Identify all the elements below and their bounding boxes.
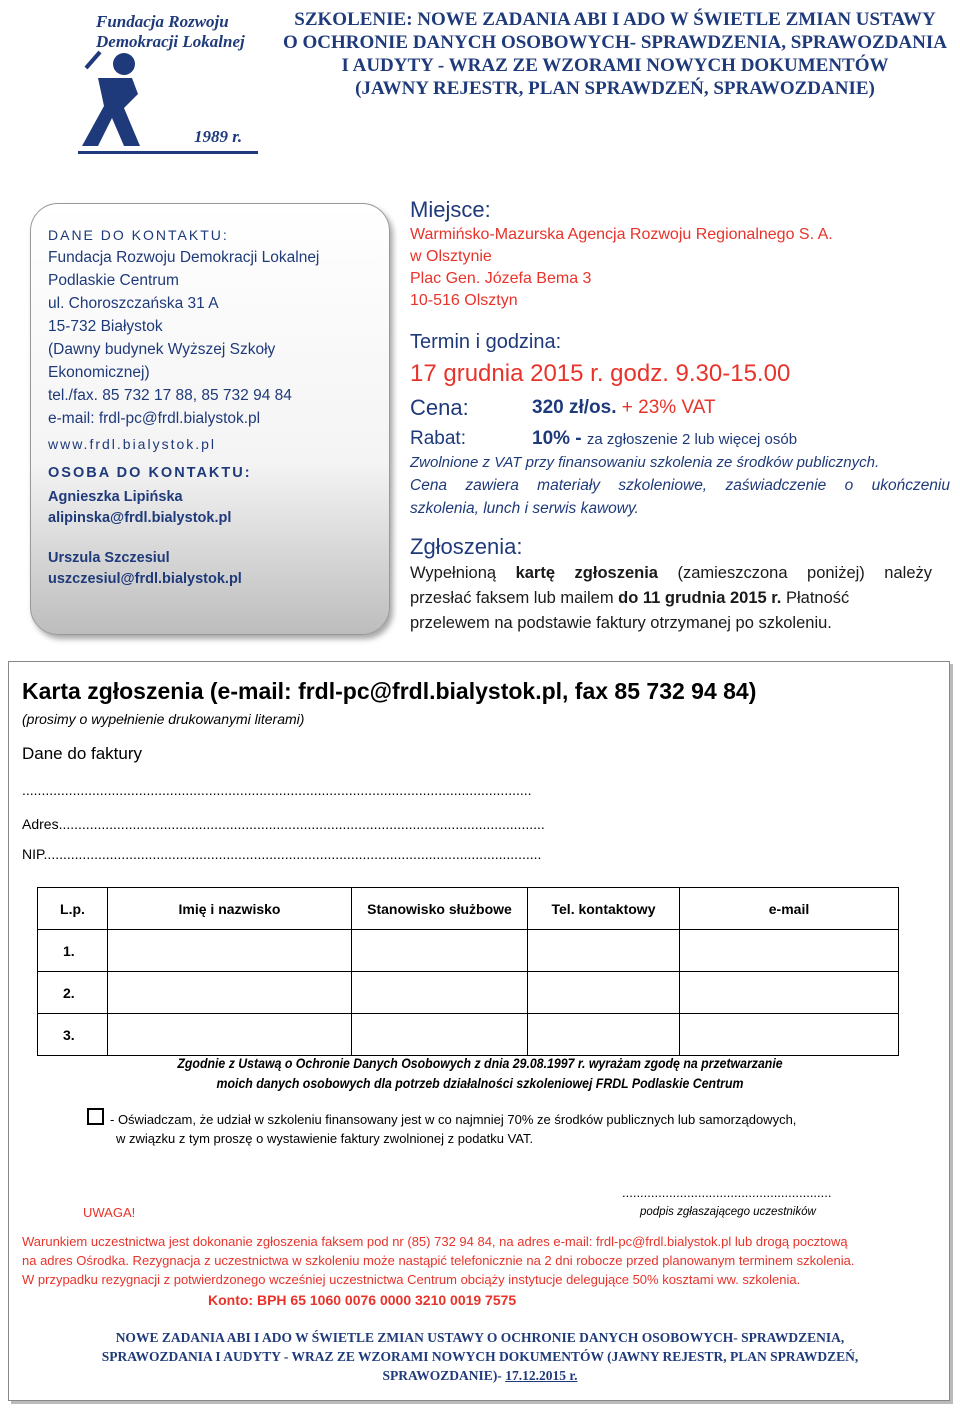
bank-account: Konto: BPH 65 1060 0076 0000 3210 0019 7575 [208,1292,517,1308]
place-line-1: Warmińsko-Mazurska Agencja Rozwoju Regionalnego S. A. [410,226,833,243]
cell-position[interactable] [352,972,528,1014]
place-line-3: Plac Gen. Józefa Bema 3 [410,270,592,287]
logo-line-2: Demokracji Lokalnej [96,32,245,51]
footer-line-1: NOWE ZADANIA ABI I ADO W ŚWIETLE ZMIAN USTAWY O OCHRONIE DANYCH OSOBOWYCH- SPRAWDZENIA, [115,1330,845,1345]
declaration-line-2: w związku z tym proszę o wystawienie faktury zwolnionej z podatku VAT. [116,1131,534,1146]
reg-line-1-c: (zamieszczona poniżej) należy [657,564,932,582]
cell-phone[interactable] [528,972,680,1014]
term-value: 17 grudnia 2015 r. godz. 9.30-15.00 [410,360,791,387]
table-row[interactable] [38,930,899,972]
reg-line-2-c: Płatność [781,589,850,607]
contact-person-heading: OSOBA DO KONTAKTU: [48,465,252,481]
includes-line-2: szkolenia, lunch i serwis kawowy. [410,500,639,517]
conditions-line-1: Warunkiem uczestnictwa jest dokonanie zgłoszenia faksem pod nr (85) 732 94 84, na adres e-mail: frdl-pc@frdl.bialystok.pl lub drogą pocztową [22,1234,848,1249]
logo-name [96,12,245,52]
term-heading: Termin i godzina: [410,331,562,353]
row-number: 3. [38,1014,108,1056]
col-phone: Tel. kontaktowy [528,888,680,930]
consent-line-1: Zgodnie z Ustawą o Ochronie Danych Osobowych z dnia 29.08.1997 r. wyrażam zgodę na przetwarzanie [177,1055,783,1071]
cell-name[interactable] [108,1014,352,1056]
signature-line[interactable]: .......................................................... [622,1185,832,1200]
logo-divider [78,151,258,154]
contact-building-1: (Dawny budynek Wyższej Szkoły [48,341,276,358]
title-line-2: O OCHRONIE DANYCH OSOBOWYCH- SPRAWDZENIA, SPRAWOZDANIA [282,32,947,53]
logo-line-1: Fundacja Rozwoju [96,12,229,31]
invoice-address-line[interactable]: Adres............................................................................................................................. [22,816,545,832]
footer-line-3-text: SPRAWOZDANIE)- [382,1368,506,1383]
place-heading: Miejsce: [410,197,491,222]
declaration-line-1: - Oświadczam, że udział w szkoleniu finansowany jest w co najmniej 70% ze środków publicznych lub samorządowych, [110,1112,797,1127]
cell-email[interactable] [680,1014,899,1056]
registration-line-2 [410,589,849,608]
signature-label: podpis zgłaszającego uczestników [640,1206,816,1218]
contact-building-2: Ekonomicznej) [48,364,150,381]
discount-label: Rabat: [410,428,466,449]
contact-email[interactable]: e-mail: frdl-pc@frdl.bialystok.pl [48,410,261,427]
invoice-nip-line[interactable]: NIP................................................................................................................................ [22,846,542,862]
footer-line-3 [0,1366,960,1385]
registration-line-1 [410,564,932,583]
reg-line-2-a: przesłać faksem lub mailem [410,589,619,607]
reg-line-1-b: kartę zgłoszenia [515,564,658,582]
table-row[interactable] [38,972,899,1014]
contact-person-1-name: Agnieszka Lipińska [48,489,183,505]
contact-person-2-email[interactable]: uszczesiul@frdl.bialystok.pl [48,571,242,587]
contact-street: ul. Choroszczańska 31 A [48,295,219,312]
price-vat: + 23% VAT [621,397,716,418]
table-row[interactable] [38,1014,899,1056]
cell-email[interactable] [680,930,899,972]
invoice-name-line[interactable]: ................................................................................................................................... [22,782,532,798]
cell-email[interactable] [680,972,899,1014]
title-line-1: SZKOLENIE: NOWE ZADANIA ABI I ADO W ŚWIETLE ZMIAN USTAWY [294,9,936,30]
title-line-4: (JAWNY REJESTR, PLAN SPRAWDZEŃ, SPRAWOZDANIE) [355,78,875,99]
row-number: 1. [38,930,108,972]
logo-year: 1989 r. [194,127,243,146]
conditions-line-2: na adres Ośrodka. Rezygnacja z uczestnictwa w szkoleniu może nastąpić telefonicznie na 2 dni robocze przed planowanym terminem szkolenia. [22,1253,855,1268]
discount-note: za zgłoszenie 2 lub więcej osób [586,431,798,448]
footer-title [0,1328,960,1385]
registration-line-3: przelewem na podstawie faktury otrzymanej po szkoleniu. [410,614,832,632]
price-label: Cena: [410,395,469,420]
page-title [270,8,960,100]
col-lp: L.p. [38,888,108,930]
vat-note: Zwolnione z VAT przy finansowaniu szkolenia ze środków publicznych. [410,454,880,471]
title-line-3: I AUDYTY - WRAZ ZE WZORAMI NOWYCH DOKUMENTÓW [341,55,889,76]
contact-org-2: Podlaskie Centrum [48,272,179,289]
conditions-line-3: W przypadku rezygnacji z potwierdzonego wcześniej uczestnictwa Centrum obciąży instytucje delegujące 50% kosztami ww. szkolenia. [22,1272,801,1287]
col-position: Stanowisko służbowe [352,888,528,930]
cell-phone[interactable] [528,930,680,972]
form-subtitle: (prosimy o wypełnienie drukowanymi literami) [22,711,305,727]
place-line-4: 10-516 Olsztyn [410,292,518,309]
logo-figure-icon [78,50,158,150]
table-header-row [38,888,899,930]
contact-city: 15-732 Białystok [48,318,163,335]
cell-name[interactable] [108,972,352,1014]
vat-exemption-checkbox[interactable] [87,1108,104,1125]
reg-line-2-b: do 11 grudnia 2015 r. [618,589,782,607]
price-row [532,397,716,419]
cell-position[interactable] [352,930,528,972]
form-title: Karta zgłoszenia (e-mail: frdl-pc@frdl.bialystok.pl, fax 85 732 94 84) [22,678,757,704]
price-value: 320 zł/os. [532,397,617,418]
discount-row [532,428,797,450]
includes-line-1: Cena zawiera materiały szkoleniowe, zaświadczenie o ukończeniu [410,477,950,494]
col-email: e-mail [680,888,899,930]
cell-name[interactable] [108,930,352,972]
contact-person-2-name: Urszula Szczesiul [48,550,170,566]
footer-date: 17.12.2015 r. [505,1368,578,1383]
consent-line-2: moich danych osobowych dla potrzeb działalności szkoleniowej FRDL Podlaskie Centrum [216,1075,744,1091]
row-number: 2. [38,972,108,1014]
cell-position[interactable] [352,1014,528,1056]
cell-phone[interactable] [528,1014,680,1056]
contact-phone: tel./fax. 85 732 17 88, 85 732 94 84 [48,387,292,404]
contact-person-1-email[interactable]: alipinska@frdl.bialystok.pl [48,510,232,526]
contact-www[interactable]: www.frdl.bialystok.pl [48,436,217,452]
contact-org-1: Fundacja Rozwoju Demokracji Lokalnej [48,249,320,266]
col-name: Imię i nazwisko [108,888,352,930]
discount-value: 10% - [532,428,582,449]
registration-heading: Zgłoszenia: [410,534,523,559]
participants-table [37,887,899,1056]
place-line-2: w Olsztynie [410,248,492,265]
footer-line-2: SPRAWOZDANIA I AUDYTY - WRAZ ZE WZORAMI NOWYCH DOKUMENTÓW (JAWNY REJESTR, PLAN SPRAWDZEŃ, [101,1349,859,1364]
invoice-heading: Dane do faktury [22,744,143,763]
contact-heading: DANE DO KONTAKTU: [48,227,229,243]
warning-label: UWAGA! [83,1205,136,1220]
reg-line-1-a: Wypełnioną [410,564,516,582]
